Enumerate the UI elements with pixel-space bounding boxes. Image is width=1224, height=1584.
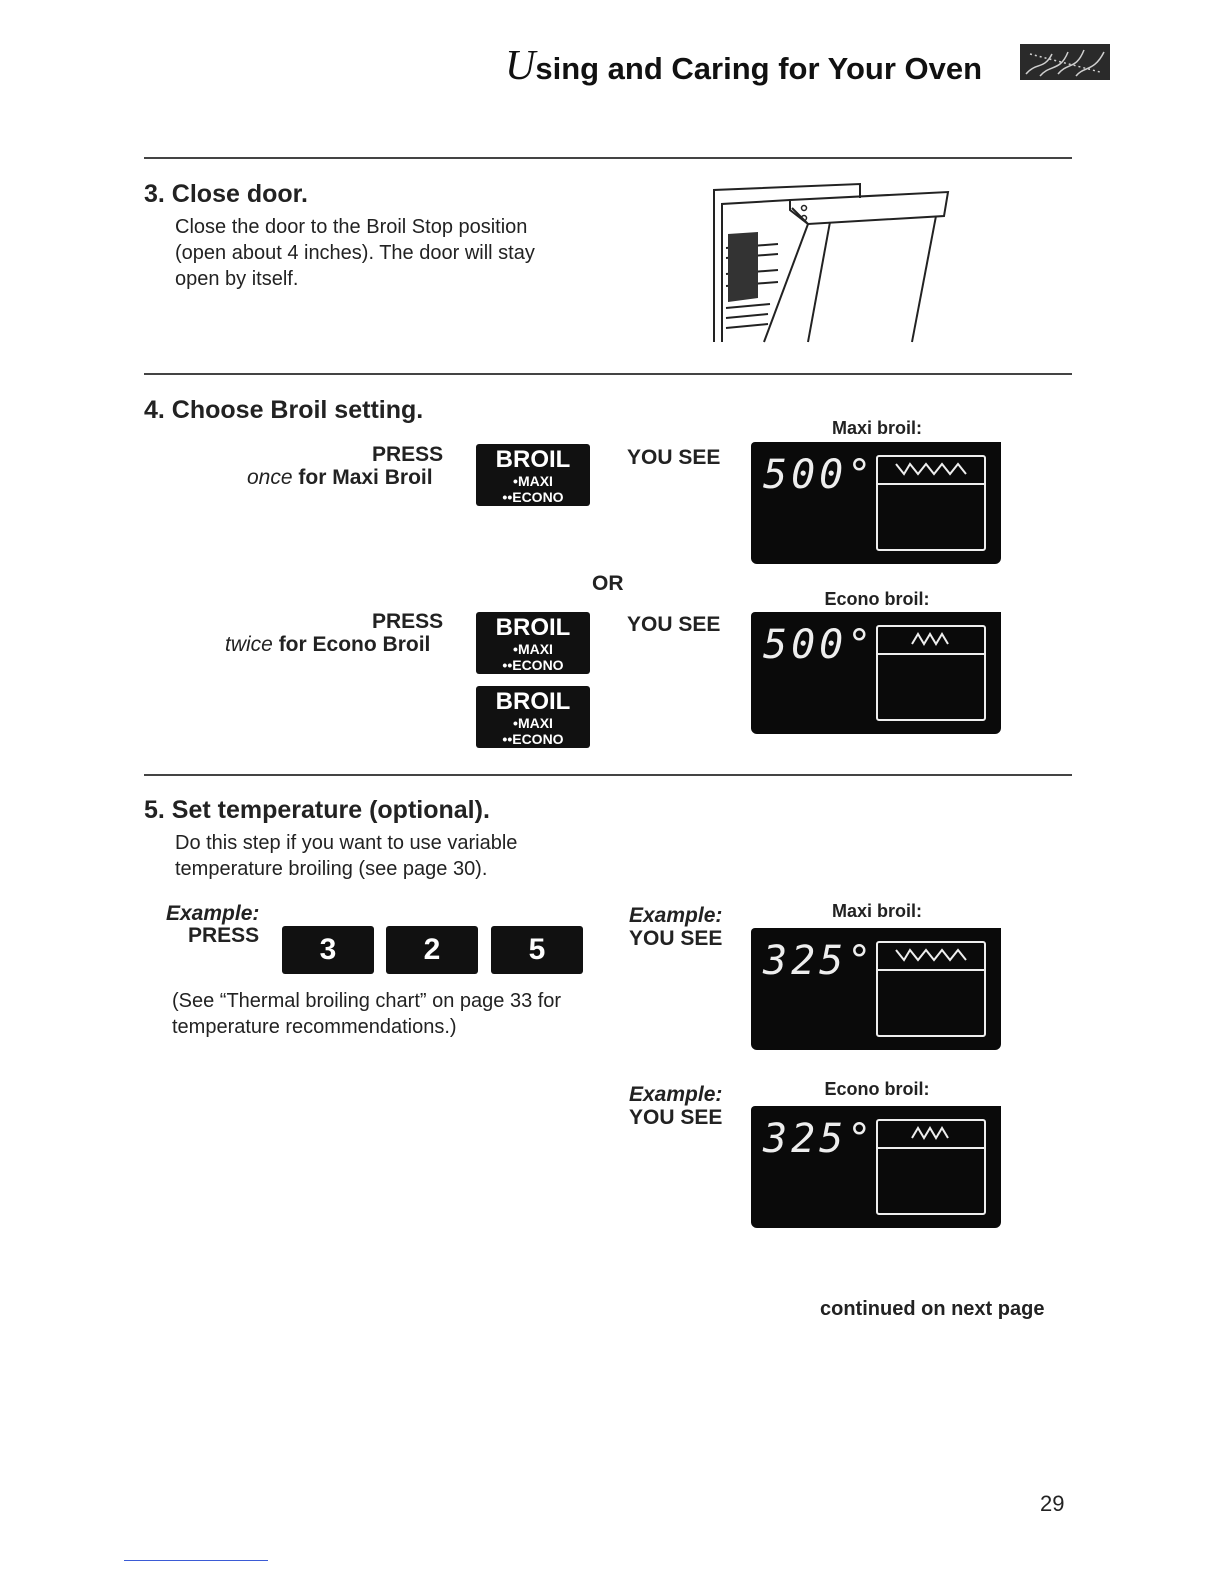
page-header-title xyxy=(505,42,982,90)
step4-title: 4. Choose Broil setting. xyxy=(144,396,424,424)
broil-button[interactable] xyxy=(476,612,590,674)
oven-cavity-icon xyxy=(876,625,986,721)
broil-button-maxi: •MAXI xyxy=(513,473,553,489)
display-caption: Econo broil: xyxy=(824,1079,930,1099)
continued-note: continued on next page xyxy=(820,1298,1045,1320)
maxi-instruction xyxy=(247,466,433,490)
flame-logo-icon xyxy=(1020,44,1110,80)
press-label: PRESS xyxy=(372,443,444,466)
section-divider xyxy=(144,774,1072,776)
example-label: Example: xyxy=(166,902,260,925)
broil-button-econo: ••ECONO xyxy=(502,657,564,673)
step3-line: open by itself. xyxy=(175,268,299,290)
key-3-button[interactable]: 3 xyxy=(282,926,374,974)
broil-button-econo: ••ECONO xyxy=(502,731,564,747)
step3-text xyxy=(175,214,675,292)
example-label: Example: xyxy=(629,904,723,927)
oven-display-econo xyxy=(751,1106,1001,1228)
oven-display-maxi xyxy=(751,442,1001,564)
key-5-button[interactable]: 5 xyxy=(491,926,583,974)
step5-text xyxy=(175,830,675,882)
oven-cavity-icon xyxy=(876,941,986,1037)
broil-button-label: BROIL xyxy=(495,446,571,473)
broil-button-maxi: •MAXI xyxy=(513,641,553,657)
econo-broil-element-icon xyxy=(878,1121,984,1147)
maxi-qualifier: once xyxy=(247,466,293,489)
maxi-qualifier-rest: for Maxi Broil xyxy=(292,466,433,489)
you-see-label: YOU SEE xyxy=(629,927,723,950)
key-2-button[interactable]: 2 xyxy=(386,926,478,974)
section-divider xyxy=(144,373,1072,375)
econo-broil-element-icon xyxy=(878,627,984,653)
oven-cavity-icon xyxy=(876,455,986,551)
step3-line: Close the door to the Broil Stop position xyxy=(175,216,528,238)
you-see-label: YOU SEE xyxy=(627,613,721,636)
you-see-label: YOU SEE xyxy=(627,446,721,469)
step5-line: temperature broiling (see page 30). xyxy=(175,858,488,880)
or-label: OR xyxy=(592,572,624,595)
page-number: 29 xyxy=(1040,1491,1065,1516)
display-caption: Maxi broil: xyxy=(831,418,922,438)
oven-door-illustration xyxy=(708,178,958,353)
broil-button-label: BROIL xyxy=(495,614,571,641)
broil-button-maxi: •MAXI xyxy=(513,715,553,731)
maxi-broil-element-icon xyxy=(878,943,984,969)
broil-button[interactable] xyxy=(476,686,590,748)
broil-button-econo: ••ECONO xyxy=(502,489,564,505)
press-label: PRESS xyxy=(372,610,444,633)
display-caption: Maxi broil: xyxy=(831,901,922,921)
display-temperature: 325° xyxy=(763,938,876,984)
display-temperature: 325° xyxy=(763,1116,876,1162)
step3-title: 3. Close door. xyxy=(144,180,308,208)
step5-title: 5. Set temperature (optional). xyxy=(144,796,490,824)
example-label: Example: xyxy=(629,1083,723,1106)
econo-qualifier-rest: for Econo Broil xyxy=(272,633,431,656)
step3-line: (open about 4 inches). The door will stay xyxy=(175,242,535,264)
display-temperature: 500° xyxy=(763,622,876,668)
maxi-broil-element-icon xyxy=(878,457,984,483)
oven-display-econo xyxy=(751,612,1001,734)
note-line: (See “Thermal broiling chart” on page 33 for xyxy=(172,990,562,1012)
econo-qualifier: twice xyxy=(225,633,273,656)
step5-line: Do this step if you want to use variable xyxy=(175,832,518,854)
display-temperature: 500° xyxy=(763,452,876,498)
header-initial: U xyxy=(505,43,536,89)
broil-button-label: BROIL xyxy=(495,688,571,715)
econo-instruction xyxy=(225,633,430,657)
press-label: PRESS xyxy=(188,924,260,947)
section-divider xyxy=(144,157,1072,159)
note-line: temperature recommendations.) xyxy=(172,1016,457,1038)
oven-cavity-icon xyxy=(876,1119,986,1215)
you-see-label: YOU SEE xyxy=(629,1106,723,1129)
oven-display-maxi xyxy=(751,928,1001,1050)
broil-button[interactable] xyxy=(476,444,590,506)
step5-note xyxy=(172,988,652,1040)
display-caption: Econo broil: xyxy=(824,589,930,609)
header-title-text: sing and Caring for Your Oven xyxy=(535,51,983,86)
footer-divider xyxy=(124,1560,268,1561)
